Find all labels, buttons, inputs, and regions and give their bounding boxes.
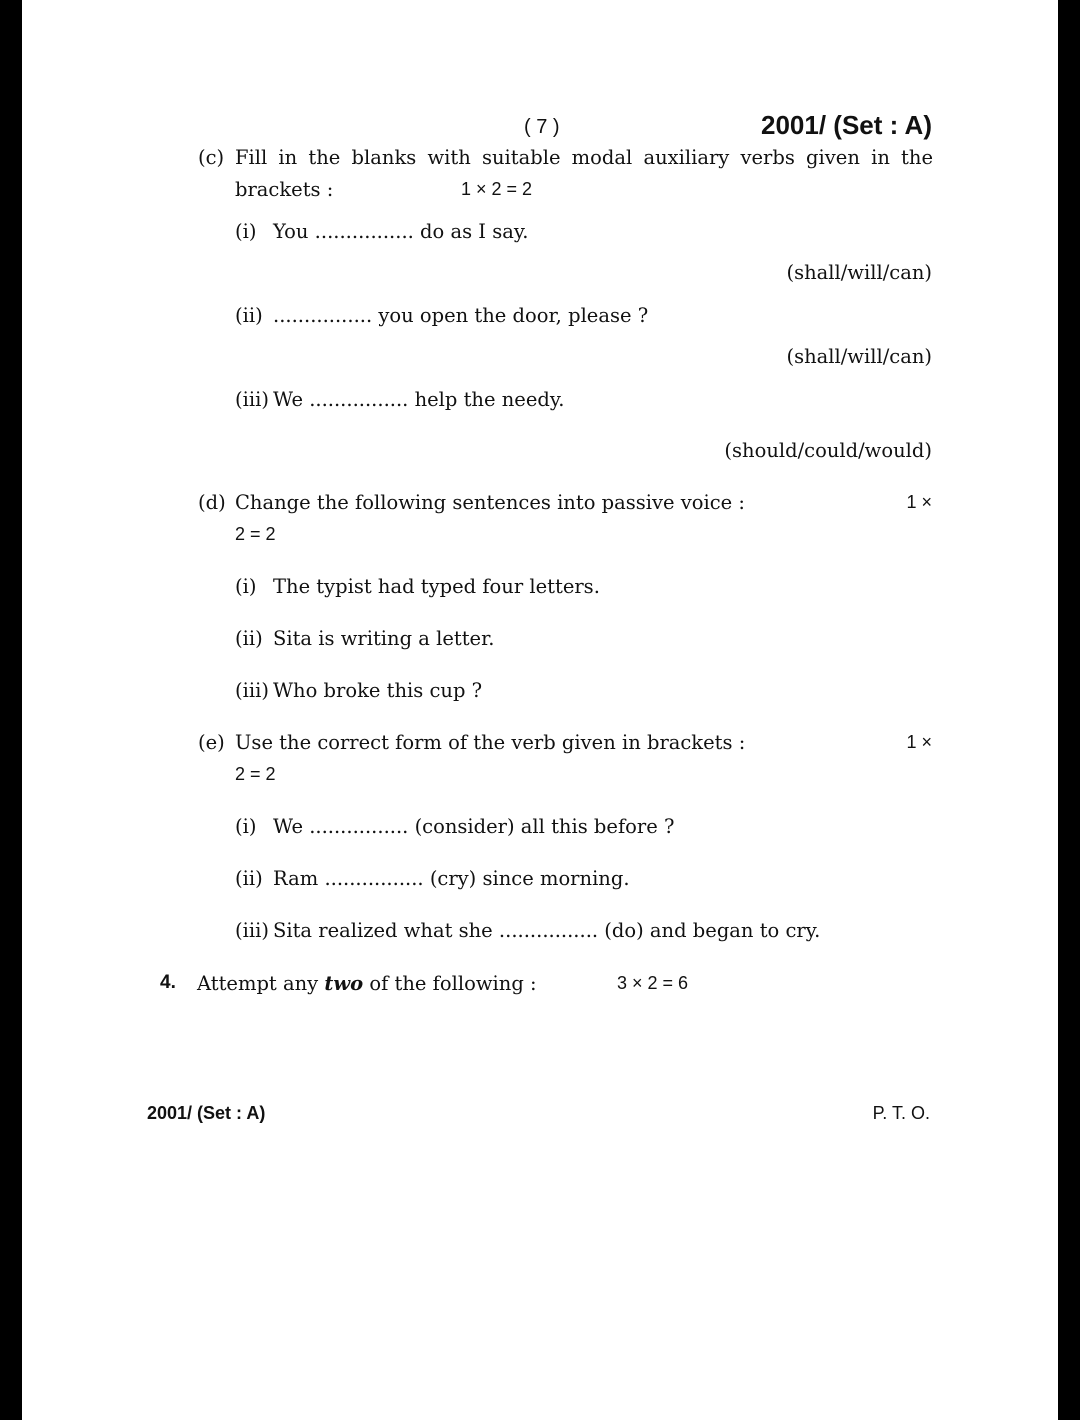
section-e-item-num: (ii) <box>235 867 263 890</box>
section-c-item-num: (ii) <box>235 304 263 327</box>
footer-pto: P. T. O. <box>872 1103 930 1123</box>
section-d-item-num: (iii) <box>235 679 269 702</box>
question-4-text <box>197 972 537 995</box>
section-c-item-num: (iii) <box>235 388 269 411</box>
footer-paper-code: 2001/ (Set : A) <box>147 1103 266 1123</box>
section-d-item-text: Sita is writing a letter. <box>273 627 495 650</box>
section-c-item-text: ................ you open the door, please ? <box>273 304 649 327</box>
section-c-item-num: (i) <box>235 220 257 243</box>
question-4-text-before: Attempt any <box>197 972 325 995</box>
section-e-marks: 1 × <box>906 732 932 752</box>
section-e-instruction: Use the correct form of the verb given in brackets : <box>235 731 746 754</box>
section-d-marks-cont: 2 = 2 <box>235 524 276 544</box>
section-d-item-num: (ii) <box>235 627 263 650</box>
question-4-text-after: of the following : <box>363 972 537 995</box>
section-c-label: (c) <box>198 146 225 169</box>
section-d-item-num: (i) <box>235 575 257 598</box>
question-4-marks: 3 × 2 = 6 <box>617 973 689 993</box>
section-e-item-num: (i) <box>235 815 257 838</box>
section-d-instruction: Change the following sentences into passive voice : <box>235 491 745 514</box>
section-e-item-text: Sita realized what she ................ (do) and began to cry. <box>273 919 821 942</box>
section-c-item-options: (shall/will/can) <box>786 345 932 368</box>
section-c-item-options: (should/could/would) <box>724 439 932 462</box>
section-c-marks: 1 × 2 = 2 <box>461 179 533 199</box>
section-d-label: (d) <box>198 491 226 514</box>
exam-page <box>22 0 1058 1420</box>
section-e-item-text: We ................ (consider) all this before ? <box>273 815 675 838</box>
paper-code-header: 2001/ (Set : A) <box>761 110 932 140</box>
section-e-item-text: Ram ................ (cry) since morning. <box>273 867 630 890</box>
page-number: ( 7 ) <box>524 116 560 138</box>
section-e-marks-cont: 2 = 2 <box>235 764 276 784</box>
section-c-instruction-cont: brackets : <box>235 178 334 201</box>
section-e-item-num: (iii) <box>235 919 269 942</box>
question-number: 4. <box>160 972 176 993</box>
section-c-instruction: Fill in the blanks with suitable modal auxiliary verbs given in the <box>235 146 933 169</box>
section-d-item-text: The typist had typed four letters. <box>273 575 600 598</box>
section-d-marks: 1 × <box>906 492 932 512</box>
section-c-item-text: We ................ help the needy. <box>273 388 565 411</box>
question-4-emphasis: two <box>324 972 364 995</box>
section-c-item-text: You ................ do as I say. <box>273 220 529 243</box>
section-d-item-text: Who broke this cup ? <box>273 679 483 702</box>
section-c-item-options: (shall/will/can) <box>786 261 932 284</box>
section-e-label: (e) <box>198 731 225 754</box>
